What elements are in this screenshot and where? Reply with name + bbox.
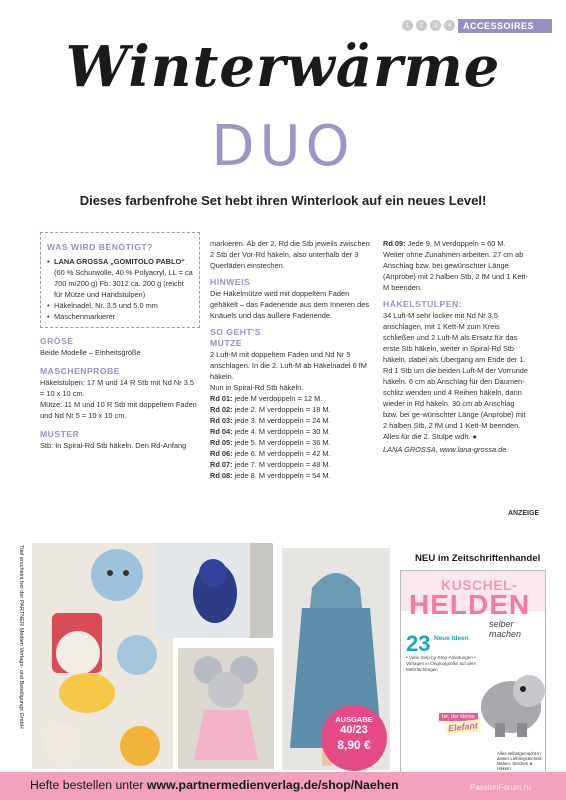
title-main: DUO <box>211 114 355 179</box>
section-tag: ACCESSOIRES <box>458 19 552 33</box>
round-label: Rd 07: <box>210 460 233 469</box>
round-row <box>210 426 373 437</box>
badge-label: AUSGABE <box>335 715 373 724</box>
pattern-text-cont: markieren. Ab der 2. Rd die Stb jeweils zwischen 2 Stb der Vor-Rd häkeln, also unterhalb der 3 Querfäden einstechen. <box>210 239 370 270</box>
magazine-title: HELDEN <box>409 589 531 620</box>
round-row <box>210 415 373 426</box>
magazine-count-label: Neue Ideen <box>434 635 469 642</box>
round-label: Rd 01: <box>210 394 233 403</box>
magazine-sticker-title: Elefant <box>444 719 481 735</box>
pattern-heading: MUSTER <box>40 429 80 439</box>
hat-text: 2 Luft-M mit doppeltem Faden und Nd Nr 5 anschlagen. In die 2. Luft-M ab Häkelnadel 6 fM häkeln. <box>210 350 367 381</box>
hint-text: Die Häkelmütze wird mit doppeltem Faden gehäkelt – das Fadenende aus dem Inneren des Knäuels und das äußere Fadenende. <box>210 289 370 320</box>
page-dots <box>402 20 455 31</box>
plush-illustration <box>32 543 173 769</box>
order-prefix: Hefte bestellen unter <box>30 778 144 792</box>
dot: 4 <box>444 20 455 31</box>
mitts-heading: HÄKELSTULPEN: <box>383 299 463 309</box>
dot: 1 <box>402 20 413 31</box>
magazine-title-top: KUSCHEL- <box>441 577 518 593</box>
subtitle: Dieses farbenfrohe Set hebt ihren Winterlook auf ein neues Level! <box>79 193 487 208</box>
round-label: Rd 09: <box>383 239 406 248</box>
elephant-illustration <box>471 661 545 741</box>
round-label: Rd 04: <box>210 427 233 436</box>
list-item: • Häkelnadel, Nr. 3.5 und 5.0 mm <box>47 300 194 311</box>
credit: LANA GROSSA, www.lana-grossa.de <box>383 445 507 454</box>
size-heading: GRÖSE <box>40 336 74 346</box>
mitts-text: 34 Luft-M sehr locker mit Nd Nr 3,5 anschlagen, mit 1 Kett-M zum Kreis schließen und 2 Luft-M als Ersatz für das erste Stb häkeln, weiter in Spiral-Rd Stb häkeln, dabei als Übergang am Ende der 1. Rd 1 Stb um die beiden Luft-M der Vorrunde häkeln. 6 cm ab Anschlag für den Daumen-schlitz wenden und 4 Reihen häkeln, dann wieder in Rd häkeln. 30 cm ab Anschlag bzw. bei ge-wünschter Länge (Anprobe) mit 2 halben Stb, 2 fM und 1 Kett-M beenden. Alles für die 2. Stulpe wdh. ● <box>383 311 529 441</box>
ad-side-text: Titel erscheint bei der PARTNER Medien Verlags- und Beteiligungs GmbH <box>18 545 24 729</box>
badge-price: 8,90 € <box>337 738 371 752</box>
hint-heading: HINWEIS <box>210 277 251 287</box>
round-label: Rd 08: <box>210 471 233 480</box>
round-text: jede 3. M verdoppeln = 24 M. <box>234 416 331 425</box>
round-text: jede M verdoppeln = 12 M. <box>234 394 323 403</box>
new-label: NEU im Zeitschriftenhandel <box>415 553 541 564</box>
order-link[interactable]: www.partnermedienverlag.de/shop/Naehen <box>146 778 399 792</box>
hat-text: Nun in Spiral-Rd Stb häkeln. <box>210 383 304 392</box>
round-row <box>210 448 373 459</box>
dot: 2 <box>416 20 427 31</box>
magazine-features: • Viele Step-by-Step-Anleitungen • Vorlagen in Originalgröße auf dem Mehrfachbogen <box>406 655 476 672</box>
round-text: jede 8. M verdoppeln = 54 M. <box>234 471 331 480</box>
materials-box <box>40 232 200 328</box>
round-text: Jede 9. M verdoppeln = 60 M. <box>407 239 506 248</box>
round-row <box>210 393 373 404</box>
round-text: jede 6. M verdoppeln = 42 M. <box>234 449 331 458</box>
hat-heading: MÜTZE <box>210 338 243 348</box>
hat-finish-text: Weiter ohne Zunahmen arbeiten. 27 cm ab Anschlag bzw. bei gewünschter Länge (Anprobe) mit 2 halben Stb, 2 fM und 1 Kett-M beenden. <box>383 250 529 292</box>
list-item: • LANA GROSSA „GOMITOLO PABLO“ <box>47 256 194 267</box>
round-row <box>210 437 373 448</box>
magazine-tagline: selber machen <box>489 619 522 639</box>
gauge-text: Mütze: 11 M und 10 R Stb mit doppeltem Faden und Nd Nr 5 = 10 x 10 cm. <box>40 400 197 420</box>
magazine-cover <box>400 570 546 779</box>
gauge-text: Häkelstulpen: 17 M und 14 R Stb mit Nd Nr 3,5 = 10 x 10 cm. <box>40 378 195 398</box>
round-row <box>210 470 373 481</box>
how-heading: SO GEHT'S <box>210 327 261 337</box>
title-script: Winterwärme <box>65 34 501 100</box>
dot: 3 <box>430 20 441 31</box>
round-row <box>210 459 373 470</box>
order-text <box>30 778 399 792</box>
size-text: Beide Modelle – Einheitsgröße <box>40 348 141 357</box>
round-text: jede 5. M verdoppeln = 36 M. <box>234 438 331 447</box>
photo-mouse <box>178 648 274 769</box>
round-label: Rd 05: <box>210 438 233 447</box>
round-label: Rd 06: <box>210 449 233 458</box>
photo-dragon <box>155 543 273 638</box>
list-item: (60 % Schurwolle, 40 % Polyacryl, LL = ca 700 m/200 g) Fb. 3012 ca. 200 g (reicht für Mütze und Handstulpen) <box>54 268 193 299</box>
dragon-illustration <box>155 543 273 638</box>
round-text: jede 7. M verdoppeln = 48 M. <box>234 460 331 469</box>
materials-list <box>47 256 194 322</box>
issue-price-badge <box>321 705 387 771</box>
round-label: Rd 02: <box>210 405 233 414</box>
ad-label: ANZEIGE <box>508 510 540 517</box>
round-text: jede 4. M verdoppeln = 30 M. <box>234 427 331 436</box>
round-row <box>210 404 373 415</box>
gauge-heading: MASCHENPROBE <box>40 366 121 376</box>
magazine-sticker: Ist, der kleine <box>439 713 478 721</box>
list-item: • Maschenmarkierer <box>47 311 194 322</box>
mouse-illustration <box>178 648 274 769</box>
badge-issue: 40/23 <box>340 724 368 736</box>
round-label: Rd 03: <box>210 416 233 425</box>
round-text: jede 2. M verdoppeln = 18 M. <box>234 405 331 414</box>
materials-heading: WAS WIRD BENÖTIGT? <box>47 242 153 252</box>
photo-plush-pillows <box>32 543 173 769</box>
round-list <box>210 393 373 481</box>
column-3 <box>383 238 529 455</box>
magazine-count: 23 <box>406 631 431 656</box>
pattern-text: Stb: In Spiral-Rd Stb häkeln. Den Rd-Anfang <box>40 441 187 450</box>
watermark: PassionForum.ru <box>470 783 531 792</box>
column-1 <box>40 232 200 451</box>
round-row <box>383 238 529 249</box>
column-2 <box>210 238 373 481</box>
magazine-footer-note: Alles selbstgemacht in deiner Lieblingstechnik: Nähen, Stricken & Häkeln <box>497 751 543 771</box>
